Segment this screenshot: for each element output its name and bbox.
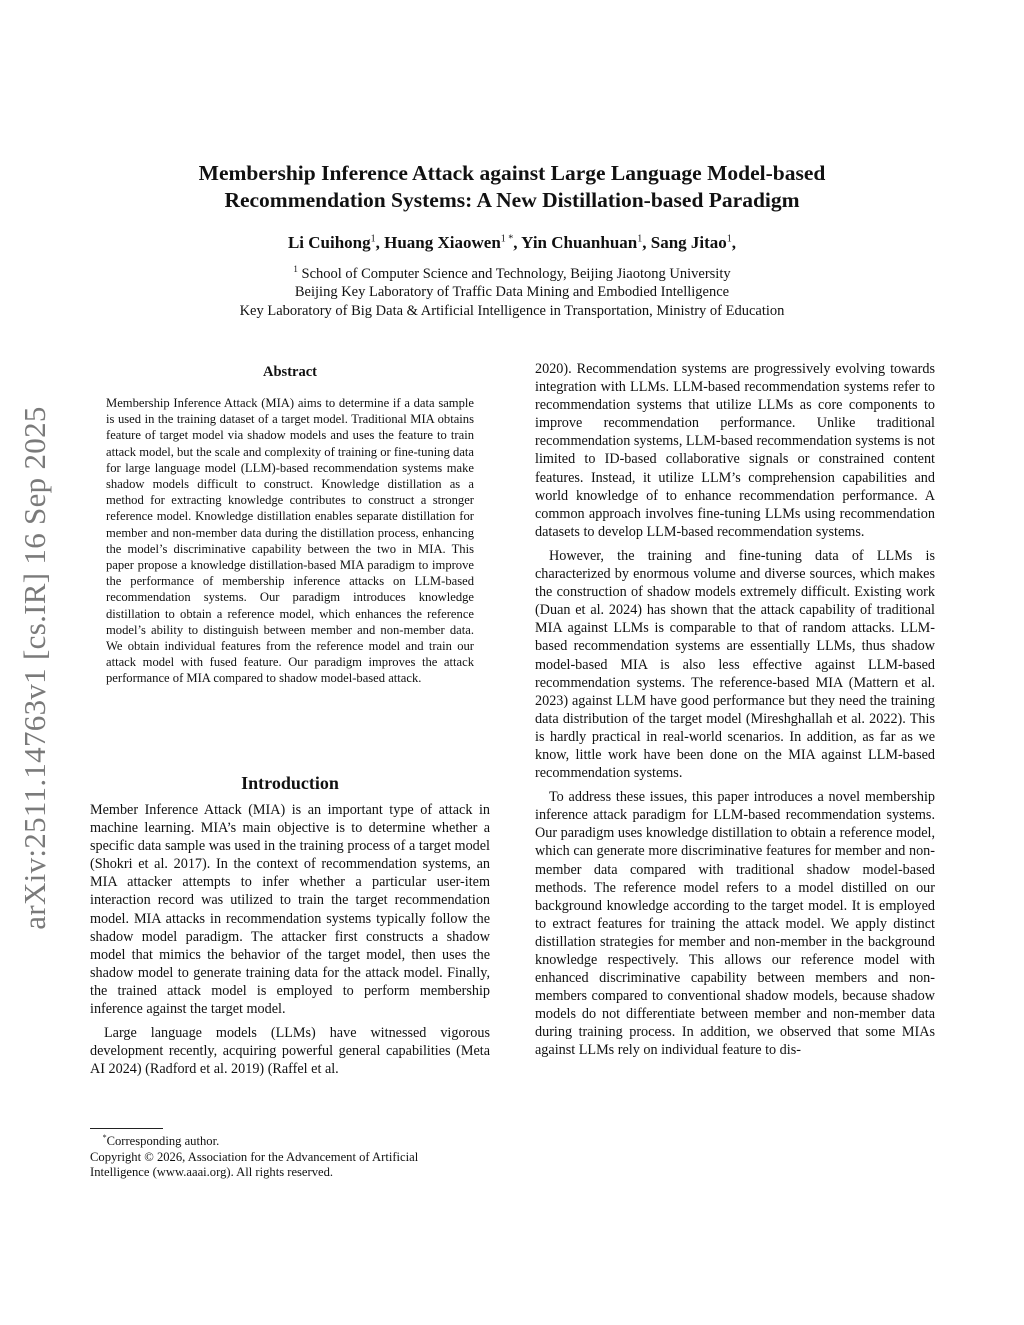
abstract-heading: Abstract <box>263 364 317 380</box>
corresponding-author-note <box>90 1130 490 1150</box>
introduction-heading: Introduction <box>241 773 339 793</box>
title-line-2: Recommendation Systems: A New Distillation-based Paradigm <box>224 188 800 212</box>
author-name: Yin Chuanhuan <box>521 233 638 252</box>
affiliation-line <box>120 260 904 283</box>
footnote-divider <box>90 1128 163 1129</box>
author-name: Li Cuihong <box>287 233 371 252</box>
paragraph: However, the training and fine-tuning data of LLMs is characterized by enormous volume and diverse sources, which makes the construction of shadow models extremely difficult. Existing work (Duan et al. 2024) has shown that the attack capability of traditional MIA against LLMs is comparable to that of random attacks. LLM-based recommendation systems are essentially LLMs, thus shadow model-based MIA is also less effective against LLM-based recommendation systems. The reference-based MIA (Mattern et al. 2023) against LLM have good performance but they need the training data distribution of the target model (Mireshghallah et al. 2022). This is hardly practical in real-world scenarios. In addition, as far as we know, little work have been done on the MIA against LLM-based recommendation systems. <box>535 547 935 782</box>
arxiv-identifier-text: arXiv:2511.14763v1 [cs.IR] 16 Sep 2025 <box>17 405 52 930</box>
affiliations <box>120 260 904 321</box>
copyright-line: Copyright © 2026, Association for the Advancement of Artificial <box>90 1149 419 1164</box>
title-line-1: Membership Inference Attack against Large Language Model-based <box>198 161 826 185</box>
footnotes <box>90 1130 490 1181</box>
paragraph: Member Inference Attack (MIA) is an important type of attack in machine learning. MIA’s main objective is to determine whether a specific data sample was used in the training process of a target model (Shokri et al. 2017). In the context of recommendation systems, an MIA attacker attempts to infer whether a particular user-item interaction record was utilized to train the target recommendation model. MIA attacks in recommendation systems typically follow the shadow model paradigm. The attacker first constructs a shadow model that mimics the behavior of the target model, then uses the shadow model to generate training data for the attack model. Finally, the trained attack model is employed to perform membership inference against the target model. <box>90 802 490 1018</box>
paragraph: Large language models (LLMs) have witnessed vigorous development recently, acquiring powerful general capabilities (Meta AI 2024) (Radford et al. 2019) (Raffel et al. <box>90 1025 490 1078</box>
affiliation-line: Key Laboratory of Big Data & Artificial Intelligence in Transportation, Ministry of Education <box>239 303 785 320</box>
author-list: Li Cuihong$^1$, Huang Xiaowen$^{1 *}$, Yin Chuanhuan$^1$, Sang Jitao$^1$, <box>287 233 737 252</box>
affiliation-marker: 1 <box>293 264 298 274</box>
paper-title <box>120 160 904 214</box>
affiliation-text: School of Computer Science and Technology, Beijing Jiaotong University <box>301 265 731 282</box>
author-name: Sang Jitao <box>650 233 727 252</box>
copyright-line: Intelligence (www.aaai.org). All rights reserved. <box>90 1165 334 1180</box>
introduction-body <box>90 801 490 1078</box>
affiliation-line: Beijing Key Laboratory of Traffic Data Mining and Embodied Intelligence <box>294 284 730 301</box>
arxiv-identifier-stamp <box>10 380 60 955</box>
author-affiliation-mark: 1 * <box>500 233 514 245</box>
footnote-text: Corresponding author. <box>106 1134 220 1149</box>
author-affiliation-mark: 1 <box>370 233 376 245</box>
paragraph: 2020). Recommendation systems are progressively evolving towards integration with LLMs. LLM-based recommendation systems refer to recommendation systems that utilize LLMs as core components to improve recommendation performance. Unlike traditional recommendation systems, LLM-based recommendation systems is not limited to ID-based collaborative signals or constrained content features. Instead, it utilize LLM’s comprehension capabilities and world knowledge of to enhance recommendation performance. A common approach involves fine-tuning LLMs using recommendation datasets to develop LLM-based recommendation systems. <box>535 361 935 540</box>
abstract-text: Membership Inference Attack (MIA) aims to determine if a data sample is used in the training dataset of a target model. Traditional MIA obtains feature of target model via shadow models and uses the feature to train attack model, but the scale and complexity of training or fine-tuning data for large language model (LLM)-based recommendation systems make shadow models difficult to construct. Knowledge distillation as a method for extracting knowledge contributes to construct a stronger reference model. Knowledge distillation enables separate distillation for member and non-member data during the distillation process, enhancing the model’s discriminative capability between the two in MIA. This paper propose a knowledge distillation-based MIA paradigm to improve the performance of membership inference attacks on LLM-based recommendation systems. Our paradigm introduces knowledge distillation to obtain a reference model, which enhances the reference model’s ability to distinguish between member and non-member data. We obtain individual features from the reference model and train our attack model with fused feature. Our paradigm improves the attack performance of MIA compared to shadow model-based attack. <box>106 396 474 686</box>
footnote-mark: * <box>102 1133 107 1142</box>
author-affiliation-mark: 1 <box>726 233 732 245</box>
author-name: Huang Xiaowen <box>384 233 501 252</box>
right-column-body <box>535 360 935 1060</box>
paragraph: To address these issues, this paper introduces a novel membership inference attack paradigm for LLM-based recommendation systems. Our paradigm uses knowledge distillation to obtain a reference model, which can generate more discriminative features for member and non-member data compared with traditional shadow model-based methods. The reference model refers to a model distilled on our background knowledge according to the target model. It is employed to extract features for training the attack model. We apply distinct distillation strategies for member and non-member in the background knowledge respectively. This allows our reference model with enhanced discriminative capability between members and non-members compared to conventional shadow models, because shadow models do not differentiate between member and non-member data during training process. In addition, we observed that some MIAs against LLMs rely on individual feature to dis- <box>535 789 935 1059</box>
author-affiliation-mark: 1 <box>637 233 643 245</box>
